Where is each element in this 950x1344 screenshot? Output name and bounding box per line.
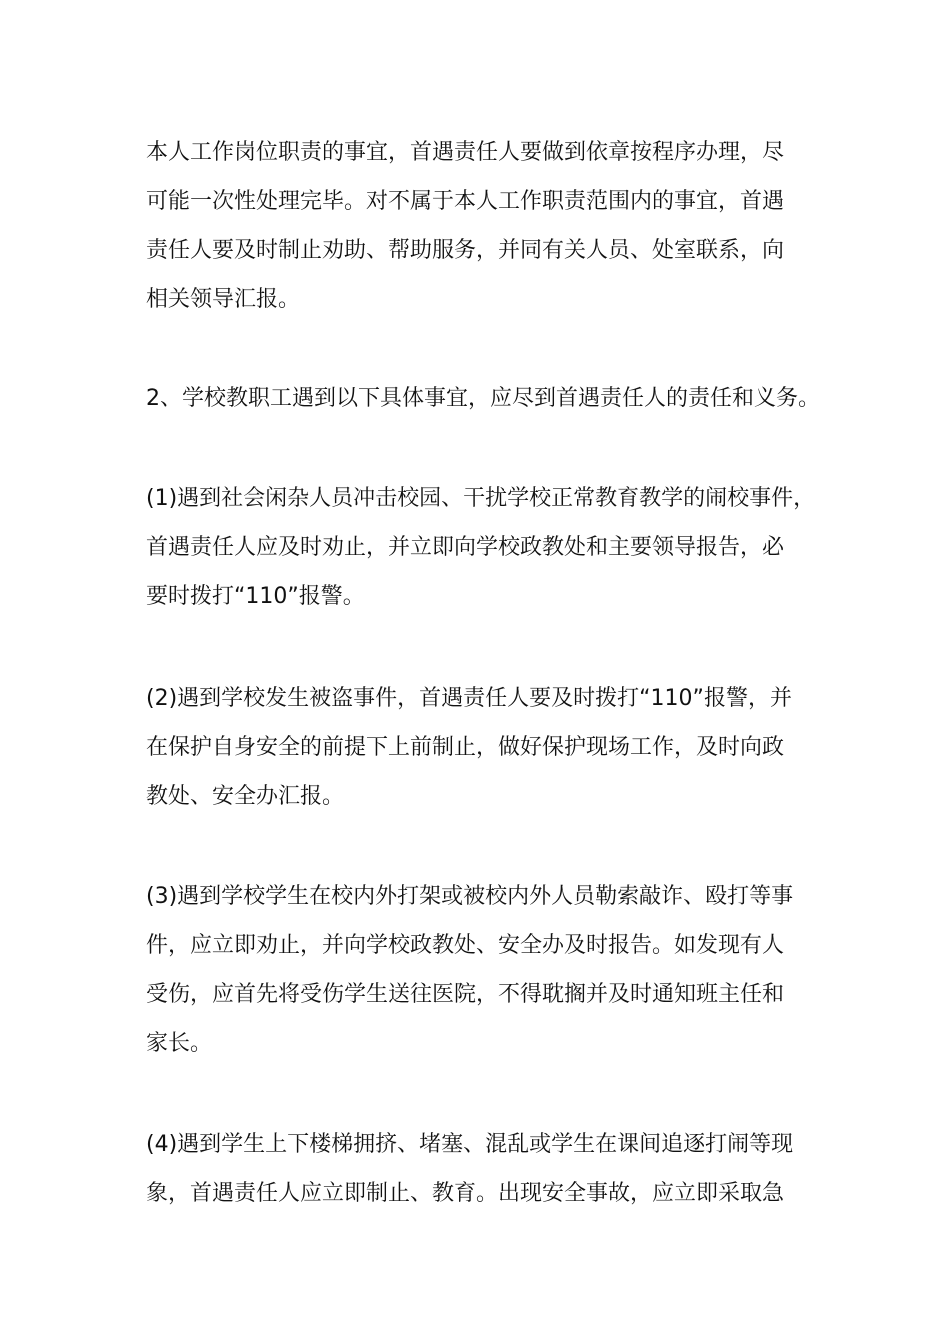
paragraph-item-2	[146, 374, 820, 423]
text-line: 受伤，应首先将受伤学生送往医院，不得耽搁并及时通知班主任和	[146, 982, 785, 1007]
text-line: 2、学校教职工遇到以下具体事宜，应尽到首遇责任人的责任和义务。	[146, 386, 820, 411]
paragraph-item-1-sub	[146, 474, 815, 621]
text-line: 象，首遇责任人应立即制止、教育。出现安全事故，应立即采取急	[146, 1181, 785, 1206]
text-line: 责任人要及时制止劝助、帮助服务，并同有关人员、处室联系，向	[146, 238, 785, 263]
text-line: (4)遇到学生上下楼梯拥挤、堵塞、混乱或学生在课间追逐打闹等现	[146, 1132, 794, 1157]
paragraph-item-2-sub	[146, 674, 792, 821]
paragraph-item-4-sub	[146, 1120, 793, 1218]
text-line: 家长。	[146, 1031, 213, 1056]
text-line: (3)遇到学校学生在校内外打架或被校内外人员勒索敲诈、殴打等事	[146, 884, 794, 909]
text-line: 件，应立即劝止，并向学校政教处、安全办及时报告。如发现有人	[146, 933, 785, 958]
text-line: (1)遇到社会闲杂人员冲击校园、干扰学校正常教育教学的闹校事件，	[146, 486, 816, 511]
text-line: 教处、安全办汇报。	[146, 784, 345, 809]
text-line: 首遇责任人应及时劝止，并立即向学校政教处和主要领导报告，必	[146, 535, 785, 560]
paragraph-duty-scope	[146, 128, 784, 324]
text-line: (2)遇到学校发生被盗事件，首遇责任人要及时拨打“110”报警，并	[146, 686, 792, 711]
paragraph-item-3-sub	[146, 872, 793, 1068]
text-line: 本人工作岗位职责的事宜，首遇责任人要做到依章按程序办理，尽	[146, 140, 785, 165]
text-line: 相关领导汇报。	[146, 287, 301, 312]
text-line: 要时拨打“110”报警。	[146, 584, 365, 609]
text-line: 在保护自身安全的前提下上前制止，做好保护现场工作，及时向政	[146, 735, 785, 760]
text-line: 可能一次性处理完毕。对不属于本人工作职责范围内的事宜，首遇	[146, 189, 785, 214]
